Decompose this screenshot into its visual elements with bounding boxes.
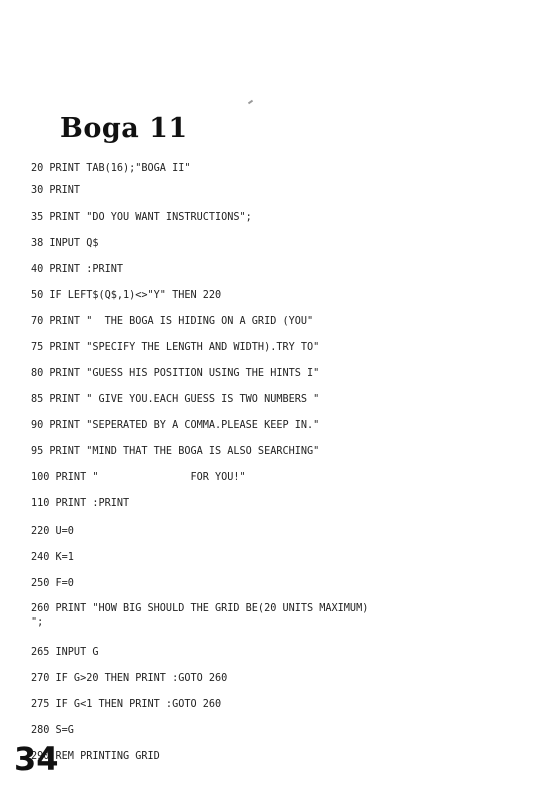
code-line: 80 PRINT "GUESS HIS POSITION USING THE HINTS I" [31,368,320,379]
code-line: 40 PRINT :PRINT [31,264,124,275]
code-line: 275 IF G<1 THEN PRINT :GOTO 260 [31,699,222,710]
code-line: 260 PRINT "HOW BIG SHOULD THE GRID BE(20 UNITS MAXIMUM) "; [31,603,369,628]
code-line: 100 PRINT " FOR YOU!" [31,472,246,483]
page-number: 34 [14,740,59,778]
code-line: 265 INPUT G [31,647,99,658]
code-line: 280 S=G [31,725,74,736]
code-line: 70 PRINT " THE BOGA IS HIDING ON A GRID (YOU" [31,316,314,327]
code-line: 95 PRINT "MIND THAT THE BOGA IS ALSO SEARCHING" [31,446,320,457]
code-line: 85 PRINT " GIVE YOU.EACH GUESS IS TWO NUMBERS " [31,394,320,405]
code-line: 290 REM PRINTING GRID [31,751,160,762]
code-line: 38 INPUT Q$ [31,238,99,249]
code-line: 250 F=0 [31,578,74,589]
code-line: 20 PRINT TAB(16);"BOGA II" [31,163,191,174]
code-line: 50 IF LEFT$(Q$,1)<>"Y" THEN 220 [31,290,222,301]
code-line: 90 PRINT "SEPERATED BY A COMMA.PLEASE KEEP IN." [31,420,320,431]
code-line: 270 IF G>20 THEN PRINT :GOTO 260 [31,673,228,684]
code-line: 30 PRINT [31,185,81,196]
code-line: 220 U=0 [31,526,74,537]
code-line: 240 K=1 [31,552,74,563]
code-line: 35 PRINT "DO YOU WANT INSTRUCTIONS"; [31,212,252,223]
page-title: Boga 11 [60,113,188,144]
paper-speck [248,100,253,105]
code-line: 75 PRINT "SPECIFY THE LENGTH AND WIDTH).TRY TO" [31,342,320,353]
code-line: 110 PRINT :PRINT [31,498,130,509]
